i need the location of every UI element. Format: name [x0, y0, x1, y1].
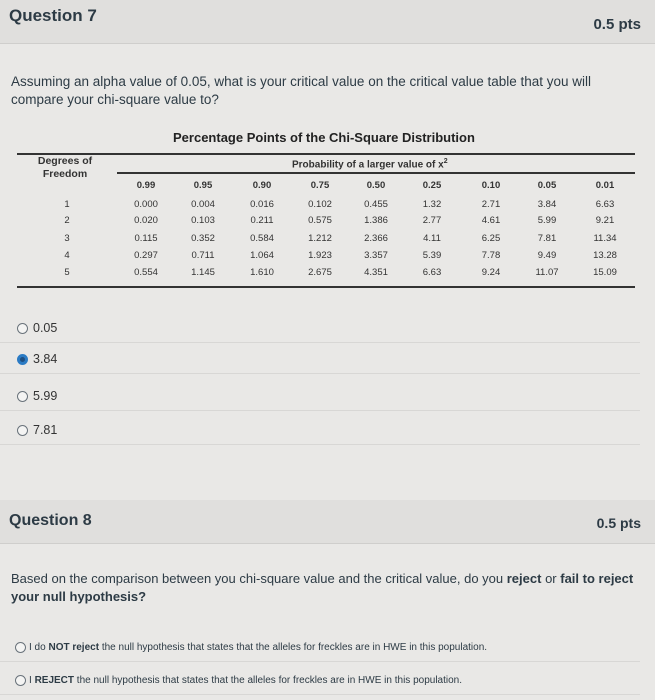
table-cell: 4.351: [364, 267, 388, 278]
question-8-prompt-bold2: fail to reject your null hypothesis?: [11, 571, 634, 604]
table-cell: 13.28: [593, 250, 617, 261]
answer-option-prefix: I do: [29, 642, 49, 653]
table-col-header: 0.99: [136, 180, 156, 191]
table-cell: 1.923: [308, 250, 332, 261]
table-col-header: 0.01: [595, 180, 615, 191]
table-cell: 1.32: [422, 199, 442, 210]
table-cell: 1.386: [364, 215, 388, 226]
answer-option-bold: REJECT: [34, 675, 75, 686]
table-col-header: 0.05: [537, 180, 557, 191]
table-cell: 0.102: [308, 199, 332, 210]
table-row-df: 1: [64, 199, 70, 210]
question-7-header: [0, 0, 655, 44]
question-8-header: [0, 500, 655, 544]
table-cell: 0.711: [191, 250, 215, 261]
row-header-line1: Degrees of: [37, 155, 93, 167]
answer-option-label: 0.05: [33, 321, 58, 335]
table-cell: 9.24: [481, 267, 501, 278]
table-top-rule: [17, 153, 635, 155]
answer-option[interactable]: [0, 381, 640, 411]
table-cell: 2.366: [364, 233, 388, 244]
table-cell: 5.39: [422, 250, 442, 261]
table-cell: 2.675: [308, 267, 332, 278]
table-cell: 6.63: [422, 267, 442, 278]
answer-option[interactable]: [0, 665, 640, 695]
table-cell: 0.004: [191, 199, 215, 210]
table-cell: 0.211: [250, 215, 274, 226]
table-col-header: 0.25: [422, 180, 442, 191]
answer-option-label: [29, 675, 462, 686]
table-cell: 7.78: [481, 250, 501, 261]
table-bottom-rule: [17, 286, 635, 288]
table-cell: 0.115: [134, 233, 158, 244]
table-col-header: 0.75: [310, 180, 330, 191]
column-header: [292, 158, 448, 170]
table-cell: 1.610: [250, 267, 274, 278]
question-8-title: Question 8: [9, 512, 92, 529]
row-header: [30, 155, 100, 181]
table-cell: 6.63: [595, 199, 615, 210]
radio-button[interactable]: [15, 675, 26, 686]
table-cell: 5.99: [537, 215, 557, 226]
question-8-prompt-part1: Based on the comparison between you chi-square value and the critical value, do you: [11, 571, 507, 586]
answer-option-label: [29, 642, 487, 653]
table-cell: 1.212: [308, 233, 332, 244]
table-cell: 6.25: [481, 233, 501, 244]
table-cell: 0.554: [134, 267, 158, 278]
radio-button[interactable]: [17, 391, 28, 402]
row-header-line2: Freedom: [42, 168, 88, 180]
radio-button[interactable]: [17, 354, 28, 365]
table-cell: 0.020: [134, 215, 158, 226]
table-row-df: 4: [64, 250, 70, 261]
table-cell: 9.49: [537, 250, 557, 261]
question-8-points: 0.5 pts: [596, 515, 641, 531]
question-7-prompt: Assuming an alpha value of 0.05, what is your critical value on the critical value table that you will compare your chi-square value to?: [11, 74, 592, 107]
table-cell: 1.145: [191, 267, 215, 278]
table-cell: 9.21: [595, 215, 615, 226]
table-cell: 0.584: [250, 233, 274, 244]
table-cell: 0.297: [134, 250, 158, 261]
table-title: Percentage Points of the Chi-Square Distribution: [173, 130, 475, 145]
table-col-header: 0.10: [481, 180, 501, 191]
table-cell: 0.352: [191, 233, 215, 244]
table-cell: 7.81: [537, 233, 557, 244]
radio-button[interactable]: [17, 425, 28, 436]
question-7-points: 0.5 pts: [593, 16, 641, 33]
table-cell: 2.71: [481, 199, 501, 210]
radio-button[interactable]: [15, 642, 26, 653]
question-8-prompt: [11, 570, 636, 606]
column-header-text: Probability of a larger value of x: [292, 159, 444, 171]
table-cell: 11.34: [593, 233, 617, 244]
table-cell: 11.07: [535, 267, 559, 278]
answer-option[interactable]: [0, 632, 640, 662]
table-cell: 15.09: [593, 267, 617, 278]
table-cell: 3.357: [364, 250, 388, 261]
table-row-df: 5: [64, 267, 70, 278]
answer-option[interactable]: [0, 313, 640, 343]
table-cell: 4.11: [423, 233, 441, 244]
answer-option-bold: NOT reject: [48, 642, 100, 653]
radio-button[interactable]: [17, 323, 28, 334]
table-cell: 1.064: [250, 250, 274, 261]
answer-option-rest: the null hypothesis that states that the alleles for freckles are in HWE in this population.: [74, 675, 462, 686]
table-cell: 0.455: [364, 199, 388, 210]
answer-option-rest: the null hypothesis that states that the alleles for freckles are in HWE in this population.: [99, 642, 488, 653]
question-8-prompt-bold1: reject: [506, 571, 542, 586]
table-col-header: 0.50: [366, 180, 386, 191]
question-8-prompt-part2: or: [541, 571, 561, 586]
question-7-title: Question 7: [9, 6, 97, 25]
table-cell: 4.61: [481, 215, 501, 226]
answer-option-prefix: I: [29, 675, 35, 686]
table-col-header: 0.95: [193, 180, 213, 191]
table-cell: 0.016: [250, 199, 274, 210]
answer-option-label: 7.81: [33, 423, 58, 437]
table-cell: 0.575: [308, 215, 332, 226]
table-cell: 0.103: [191, 215, 215, 226]
table-cell: 0.000: [134, 199, 158, 210]
answer-option[interactable]: [0, 344, 640, 374]
table-row-df: 2: [64, 215, 70, 226]
table-row-df: 3: [64, 233, 70, 244]
table-cell: 3.84: [537, 199, 557, 210]
table-cell: 2.77: [422, 215, 442, 226]
answer-option[interactable]: [0, 415, 640, 445]
answer-option-label: 3.84: [33, 352, 58, 366]
table-sub-rule: [117, 172, 635, 174]
answer-option-label: 5.99: [33, 389, 58, 403]
table-col-header: 0.90: [252, 180, 272, 191]
column-header-sup: 2: [443, 158, 448, 165]
